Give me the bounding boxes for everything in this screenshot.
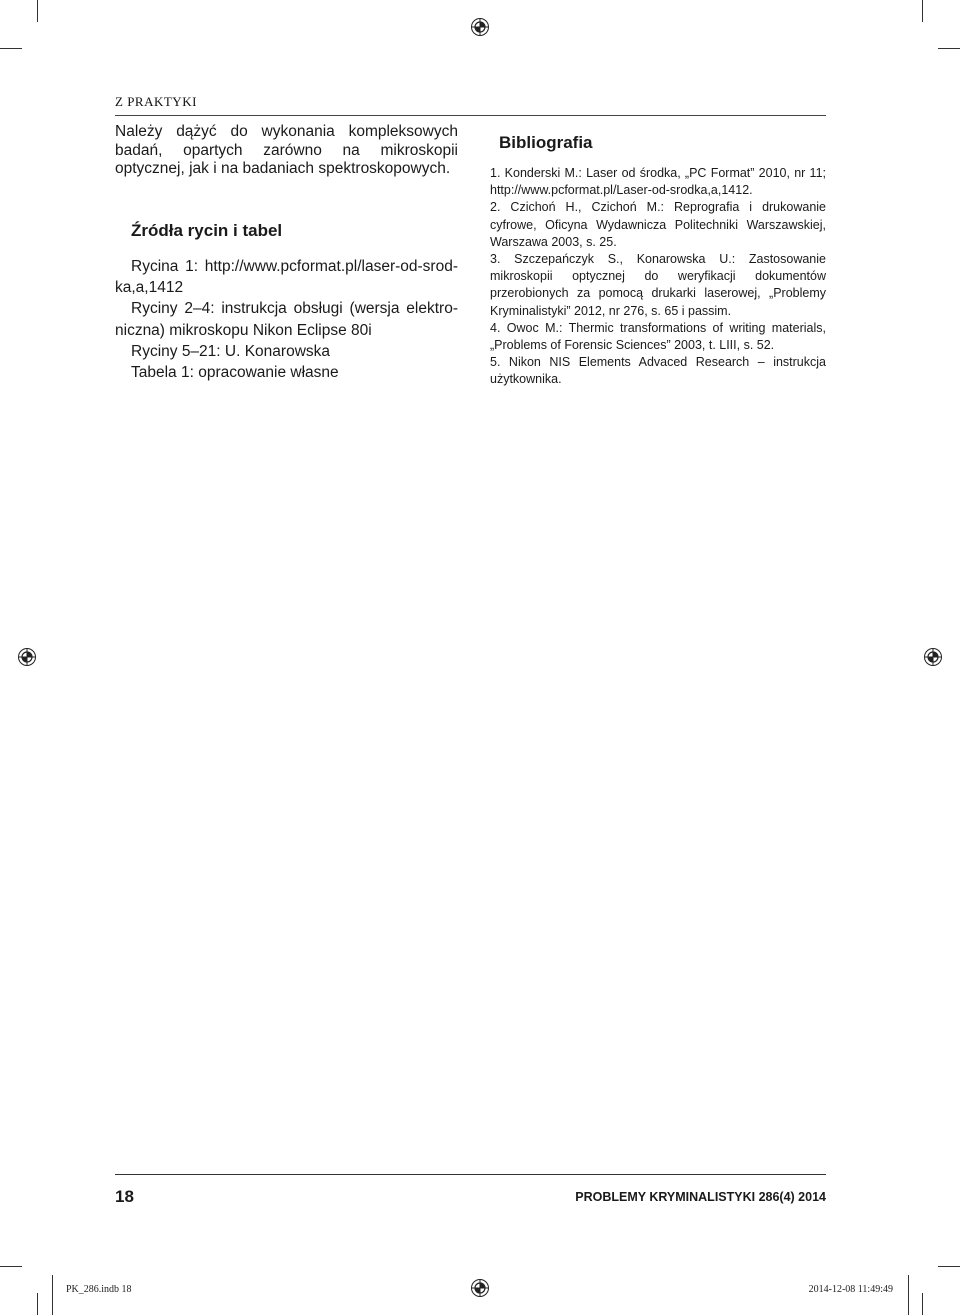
bibliography-list	[490, 165, 826, 389]
header-rule	[115, 115, 826, 116]
bibliography-item: 2. Czichoń H., Czichoń M.: Reprografia i drukowanie cyfrowe, Oficyna Wydawnicza Politechniki Warszawskiej, Warszawa 2003, s. 25.	[490, 200, 826, 249]
registration-mark-left	[18, 648, 36, 666]
page-number: 18	[115, 1187, 134, 1206]
slug-file: PK_286.indb 18	[66, 1284, 132, 1295]
bibliography-item: 3. Szczepańczyk S., Konarowska U.: Zastosowanie mikroskopii optycznej do weryfikacji dokumentów przerobionych za pomocą drukarki laserowej, „Problemy Kryminalistyki” 2012, nr 276, s. 65 i passim.	[490, 252, 826, 318]
registration-mark-right	[924, 648, 942, 666]
source-line: Ryciny 5–21: U. Konarowska	[131, 342, 331, 360]
intro-paragraph	[115, 123, 458, 179]
section-tag: Z PRAKTYKI	[115, 94, 197, 109]
registration-mark-top	[471, 18, 489, 36]
source-line: Rycina 1: http://www.pcformat.pl/laser-od-srod-	[131, 258, 458, 275]
sources-heading: Źródła rycin i tabel	[131, 221, 283, 240]
bibliography-item: 1. Konderski M.: Laser od środka, „PC Format” 2010, nr 11; http://www.pcformat.pl/Laser-od-srodka,a,1412.	[490, 166, 826, 198]
bibliography-item: 5. Nikon NIS Elements Advaced Research – instrukcja użytkownika.	[490, 355, 826, 387]
registration-mark-bottom	[471, 1279, 489, 1297]
journal-title: PROBLEMY KRYMINALISTYKI 286(4) 2014	[575, 1190, 826, 1204]
bibliography-item: 4. Owoc M.: Thermic transformations of writing materials, „Problems of Forensic Sciences” 2003, t. LIII, s. 52.	[490, 320, 826, 353]
source-line: ka,a,1412	[115, 279, 184, 297]
bibliography-heading: Bibliografia	[499, 133, 593, 152]
footer-rule	[115, 1174, 826, 1175]
slug-timestamp: 2014-12-08 11:49:49	[808, 1284, 893, 1295]
intro-text: Należy dążyć do wykonania kompleksowych badań, opartych zarówno na mikroskopii optycznej, jak i na badaniach spektroskopowych.	[115, 123, 458, 178]
source-line: niczna) mikroskopu Nikon Eclipse 80i	[115, 321, 372, 339]
source-line: Ryciny 2–4: instrukcja obsługi (wersja elektro-	[131, 300, 458, 318]
source-line: Tabela 1: opracowanie własne	[131, 364, 339, 382]
sources-list	[115, 256, 458, 383]
